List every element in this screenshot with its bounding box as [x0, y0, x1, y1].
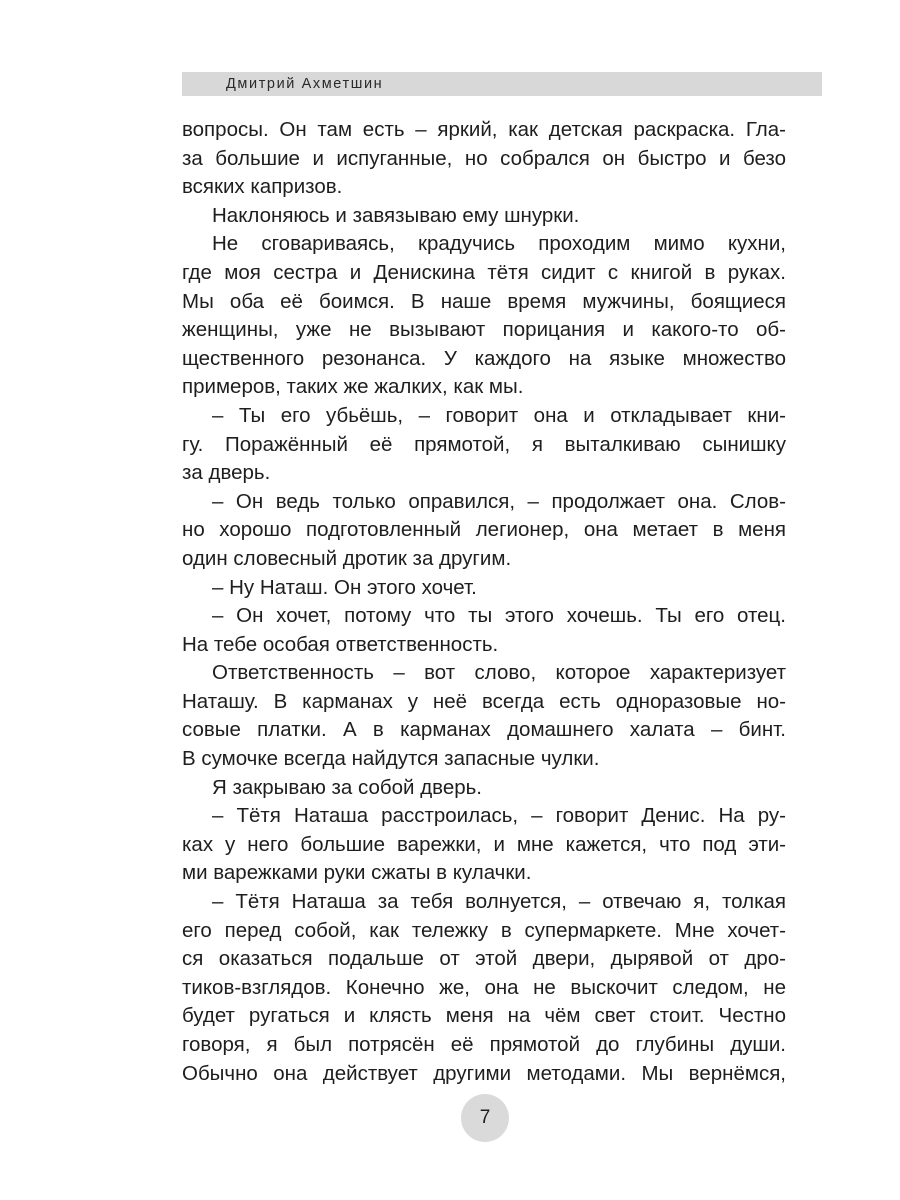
text-line: ся оказаться подальше от этой двери, дырявой от дро-	[182, 947, 786, 971]
author-name: Дмитрий Ахметшин	[226, 76, 384, 92]
text-line: – Тётя Наташа расстроилась, – говорит Денис. На ру-	[212, 804, 786, 828]
text-line: Мы оба её боимся. В наше время мужчины, боящиеся	[182, 289, 786, 313]
body-text	[182, 116, 786, 1088]
text-line: вопросы. Он там есть – яркий, как детская раскраска. Гла-	[182, 118, 786, 141]
text-line: его перед собой, как тележку в супермаркете. Мне хочет-	[182, 918, 786, 942]
text-line: за дверь.	[182, 461, 271, 485]
text-line: – Он хочет, потому что ты этого хочешь. Ты его отец.	[212, 604, 786, 628]
text-line: – Ты его убьёшь, – говорит она и откладывает кни-	[212, 403, 786, 427]
text-line: – Ну Наташ. Он этого хочет.	[212, 575, 477, 599]
text-line: тиков-взглядов. Конечно же, она не выскочит следом, не	[182, 975, 786, 999]
text-line: женщины, уже не вызывают порицания и какого-то об-	[182, 318, 786, 342]
text-line: Не сговариваясь, крадучись проходим мимо кухни,	[212, 232, 786, 256]
text-line: ках у него большие варежки, и мне кажется, что под эти-	[182, 832, 786, 856]
text-line: В сумочке всегда найдутся запасные чулки.	[182, 747, 600, 771]
text-line: щественного резонанса. У каждого на языке множество	[182, 346, 786, 370]
text-line: Обычно она действует другими методами. Мы вернёмся,	[182, 1061, 786, 1085]
text-line: гу. Поражённый её прямотой, я выталкиваю сынишку	[182, 432, 786, 456]
text-line: будет ругаться и клясть меня на чём свет стоит. Честно	[182, 1004, 786, 1028]
text-line: Ответственность – вот слово, которое характеризует	[212, 661, 786, 685]
text-line: Я закрываю за собой дверь.	[212, 775, 483, 799]
text-line: но хорошо подготовленный легионер, она метает в меня	[182, 518, 786, 542]
text-line: за большие и испуганные, но собрался он быстро и безо	[182, 146, 786, 170]
text-line: – Он ведь только оправился, – продолжает она. Слов-	[212, 489, 786, 513]
text-line: всяких капризов.	[182, 175, 343, 199]
text-line: На тебе особая ответственность.	[182, 632, 499, 656]
text-line: – Тётя Наташа за тебя волнуется, – отвечаю я, толкая	[212, 890, 786, 914]
text-line: Наклоняюсь и завязываю ему шнурки.	[212, 203, 580, 227]
text-line: примеров, таких же жалких, как мы.	[182, 375, 524, 399]
running-head	[182, 72, 822, 96]
text-line: Наташу. В карманах у неё всегда есть одноразовые но-	[182, 689, 786, 713]
text-line: один словесный дротик за другим.	[182, 546, 512, 570]
page-number: 7	[461, 1094, 509, 1142]
text-line: где моя сестра и Денискина тётя сидит с книгой в руках.	[182, 260, 786, 284]
text-line: совые платки. А в карманах домашнего халата – бинт.	[182, 718, 786, 742]
text-line: говоря, я был потрясён её прямотой до глубины души.	[182, 1033, 786, 1056]
text-line: ми варежками руки сжаты в кулачки.	[182, 861, 532, 885]
